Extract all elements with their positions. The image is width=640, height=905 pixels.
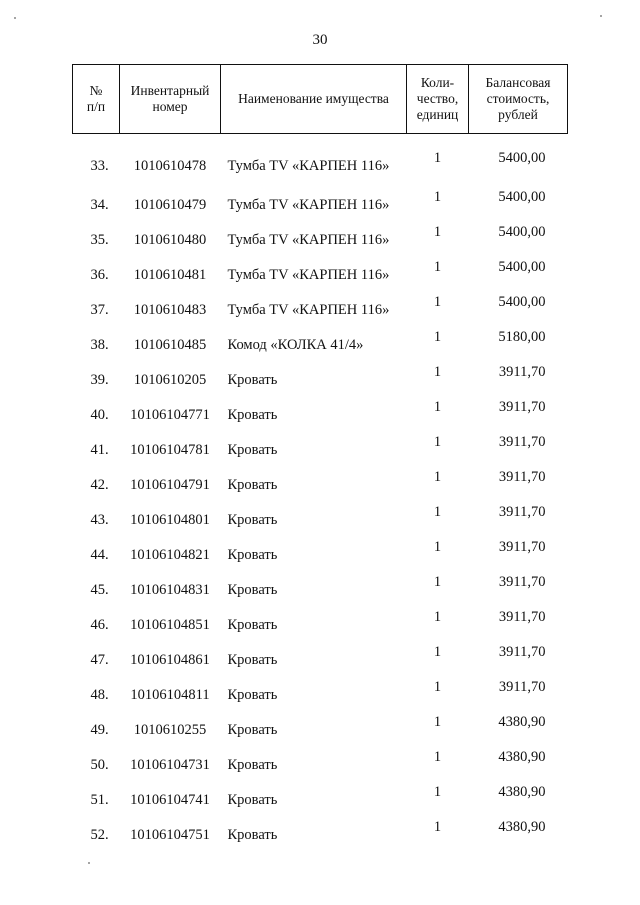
inventory-number: 1010610479 (133, 197, 207, 213)
property-name: Комод «КОЛКА 41/4» (227, 337, 364, 353)
table-body (73, 134, 568, 850)
row-number-cell (73, 779, 120, 814)
row-number-cell (73, 289, 120, 324)
inventory-number-cell (120, 814, 221, 849)
quantity-cell (407, 674, 469, 709)
row-number-cell (73, 604, 120, 639)
property-name-cell (221, 709, 407, 744)
property-name-cell (221, 639, 407, 674)
balance-cost: 5180,00 (498, 329, 546, 345)
inventory-number-cell (120, 604, 221, 639)
inventory-number: 10106104801 (130, 512, 210, 528)
inventory-number: 10106104851 (130, 617, 210, 633)
table-row (73, 814, 568, 849)
balance-cost-cell (469, 324, 568, 359)
balance-cost-cell (469, 639, 568, 674)
inventory-number: 10106104821 (130, 547, 210, 563)
table-row (73, 394, 568, 429)
table-row (73, 289, 568, 324)
balance-cost-cell (469, 464, 568, 499)
header-inventory-number: Инвентарный номер (120, 65, 221, 134)
property-name: Кровать (227, 792, 278, 808)
table-row (73, 359, 568, 394)
balance-cost-cell (469, 499, 568, 534)
quantity-cell (407, 254, 469, 289)
table-row (73, 464, 568, 499)
row-number-cell (73, 134, 120, 185)
row-number-cell (73, 464, 120, 499)
property-name: Кровать (227, 477, 278, 493)
quantity: 1 (433, 749, 442, 765)
row-number: 40. (90, 407, 109, 423)
quantity-cell (407, 569, 469, 604)
balance-cost-cell (469, 779, 568, 814)
quantity-cell (407, 604, 469, 639)
property-name: Тумба TV «КАРПЕН 116» (227, 267, 390, 283)
table-row (73, 744, 568, 779)
scan-speck (14, 17, 16, 19)
inventory-number: 10106104781 (130, 442, 210, 458)
property-name-cell (221, 569, 407, 604)
property-name: Кровать (227, 827, 278, 843)
page-number: 30 (312, 32, 328, 48)
inventory-number: 1010610481 (133, 267, 207, 283)
inventory-number: 1010610480 (133, 232, 207, 248)
quantity-cell (407, 499, 469, 534)
table-row (73, 674, 568, 709)
inventory-number-cell (120, 394, 221, 429)
quantity-cell (407, 359, 469, 394)
balance-cost-cell (469, 534, 568, 569)
table-row (73, 134, 568, 185)
balance-cost-cell (469, 394, 568, 429)
inventory-number-cell (120, 219, 221, 254)
row-number-cell (73, 359, 120, 394)
table-row (73, 569, 568, 604)
quantity-cell (407, 429, 469, 464)
balance-cost: 3911,70 (498, 644, 546, 660)
balance-cost-cell (469, 134, 568, 185)
quantity: 1 (433, 399, 442, 415)
quantity-cell (407, 709, 469, 744)
inventory-number-cell (120, 779, 221, 814)
row-number: 39. (90, 372, 109, 388)
table-row (73, 499, 568, 534)
quantity: 1 (433, 574, 442, 590)
row-number-cell (73, 219, 120, 254)
balance-cost: 5400,00 (498, 149, 546, 166)
property-name-cell (221, 184, 407, 219)
property-name: Тумба TV «КАРПЕН 116» (227, 302, 390, 318)
property-name: Кровать (227, 687, 278, 703)
property-name-cell (221, 324, 407, 359)
balance-cost: 4380,90 (498, 714, 546, 730)
row-number-cell (73, 744, 120, 779)
inventory-number: 1010610255 (133, 722, 207, 738)
balance-cost-cell (469, 569, 568, 604)
row-number: 34. (90, 197, 109, 213)
quantity: 1 (433, 504, 442, 520)
quantity: 1 (433, 259, 442, 275)
property-name: Кровать (227, 722, 278, 738)
row-number-cell (73, 639, 120, 674)
row-number: 37. (90, 302, 109, 318)
header-balance-cost: Балансовая стоимость, рублей (469, 65, 568, 134)
row-number: 36. (90, 267, 109, 283)
inventory-number-cell (120, 744, 221, 779)
inventory-number-cell (120, 324, 221, 359)
row-number-cell (73, 499, 120, 534)
balance-cost-cell (469, 359, 568, 394)
inventory-number-cell (120, 499, 221, 534)
property-name: Кровать (227, 442, 278, 458)
inventory-number-cell (120, 429, 221, 464)
balance-cost-cell (469, 674, 568, 709)
balance-cost-cell (469, 744, 568, 779)
inventory-number-cell (120, 464, 221, 499)
quantity-cell (407, 219, 469, 254)
row-number: 38. (90, 337, 109, 353)
balance-cost-cell (469, 289, 568, 324)
row-number: 33. (90, 157, 109, 174)
table-row (73, 604, 568, 639)
inventory-number-cell (120, 534, 221, 569)
quantity-cell (407, 744, 469, 779)
property-name-cell (221, 534, 407, 569)
balance-cost-cell (469, 219, 568, 254)
table-row (73, 184, 568, 219)
inventory-number-cell (120, 709, 221, 744)
quantity-cell (407, 464, 469, 499)
quantity-cell (407, 324, 469, 359)
row-number-cell (73, 394, 120, 429)
balance-cost-cell (469, 254, 568, 289)
property-name-cell (221, 604, 407, 639)
row-number-cell (73, 254, 120, 289)
balance-cost: 5400,00 (498, 294, 546, 310)
row-number: 43. (90, 512, 109, 528)
property-name-cell (221, 359, 407, 394)
inventory-number: 10106104731 (130, 757, 210, 773)
row-number-cell (73, 324, 120, 359)
quantity: 1 (433, 784, 442, 800)
property-name: Кровать (227, 652, 278, 668)
header-quantity: Коли- чество, единиц (407, 65, 469, 134)
inventory-table (72, 64, 568, 849)
table-row (73, 324, 568, 359)
property-name-cell (221, 814, 407, 849)
quantity: 1 (433, 469, 442, 485)
row-number-cell (73, 814, 120, 849)
balance-cost-cell (469, 429, 568, 464)
row-number-cell (73, 674, 120, 709)
table-row (73, 534, 568, 569)
property-name: Кровать (227, 512, 278, 528)
table-row (73, 219, 568, 254)
property-name-cell (221, 289, 407, 324)
inventory-number: 10106104831 (130, 582, 210, 598)
inventory-number-cell (120, 674, 221, 709)
table-row (73, 254, 568, 289)
property-name: Тумба TV «КАРПЕН 116» (227, 232, 390, 248)
property-name-cell (221, 394, 407, 429)
balance-cost: 3911,70 (498, 574, 546, 590)
property-name: Кровать (227, 547, 278, 563)
property-name-cell (221, 464, 407, 499)
quantity-cell (407, 184, 469, 219)
row-number: 46. (90, 617, 109, 633)
row-number: 50. (90, 757, 109, 773)
balance-cost-cell (469, 604, 568, 639)
quantity: 1 (433, 434, 442, 450)
inventory-number: 1010610205 (133, 372, 207, 388)
property-name: Кровать (227, 617, 278, 633)
inventory-number-cell (120, 359, 221, 394)
balance-cost: 3911,70 (498, 539, 546, 555)
quantity-cell (407, 289, 469, 324)
row-number-cell (73, 429, 120, 464)
row-number: 52. (90, 827, 109, 843)
quantity-cell (407, 779, 469, 814)
quantity: 1 (433, 189, 442, 205)
quantity: 1 (433, 149, 442, 166)
property-name: Тумба TV «КАРПЕН 116» (227, 197, 390, 213)
quantity: 1 (433, 644, 442, 660)
property-name-cell (221, 779, 407, 814)
balance-cost-cell (469, 814, 568, 849)
property-name-cell (221, 674, 407, 709)
row-number-cell (73, 184, 120, 219)
balance-cost: 5400,00 (498, 259, 546, 275)
inventory-number-cell (120, 254, 221, 289)
inventory-number-cell (120, 289, 221, 324)
table-row (73, 779, 568, 814)
row-number: 41. (90, 442, 109, 458)
row-number: 48. (90, 687, 109, 703)
table-row (73, 639, 568, 674)
row-number: 45. (90, 582, 109, 598)
inventory-number: 1010610485 (133, 337, 207, 353)
balance-cost-cell (469, 184, 568, 219)
row-number: 42. (90, 477, 109, 493)
balance-cost: 3911,70 (498, 469, 546, 485)
balance-cost: 3911,70 (498, 364, 546, 380)
row-number: 49. (90, 722, 109, 738)
quantity-cell (407, 134, 469, 185)
inventory-number: 1010610483 (133, 302, 207, 318)
balance-cost: 5400,00 (498, 189, 546, 205)
quantity-cell (407, 814, 469, 849)
quantity: 1 (433, 679, 442, 695)
balance-cost: 3911,70 (498, 679, 546, 695)
balance-cost: 3911,70 (498, 609, 546, 625)
property-name: Кровать (227, 757, 278, 773)
balance-cost: 4380,90 (498, 784, 546, 800)
scan-speck (88, 862, 90, 864)
row-number: 47. (90, 652, 109, 668)
quantity: 1 (433, 364, 442, 380)
header-row (73, 65, 568, 134)
property-name: Кровать (227, 582, 278, 598)
inventory-number: 10106104811 (130, 687, 210, 703)
row-number: 44. (90, 547, 109, 563)
table-row (73, 709, 568, 744)
inventory-number-cell (120, 639, 221, 674)
quantity-cell (407, 639, 469, 674)
row-number-cell (73, 709, 120, 744)
quantity: 1 (433, 539, 442, 555)
balance-cost: 5400,00 (498, 224, 546, 240)
property-name-cell (221, 134, 407, 185)
row-number: 35. (90, 232, 109, 248)
property-name-cell (221, 254, 407, 289)
header-row-number: № п/п (73, 65, 120, 134)
inventory-number: 10106104791 (130, 477, 210, 493)
quantity: 1 (433, 714, 442, 730)
inventory-number: 10106104861 (130, 652, 210, 668)
scan-speck (600, 15, 602, 17)
balance-cost: 4380,90 (498, 819, 546, 835)
header-property-name: Наименование имущества (221, 65, 407, 134)
row-number-cell (73, 534, 120, 569)
property-name: Кровать (227, 372, 278, 388)
property-name: Тумба TV «КАРПЕН 116» (227, 157, 390, 174)
property-name-cell (221, 429, 407, 464)
quantity-cell (407, 534, 469, 569)
balance-cost: 3911,70 (498, 434, 546, 450)
inventory-number-cell (120, 134, 221, 185)
inventory-number: 10106104771 (130, 407, 210, 423)
quantity: 1 (433, 294, 442, 310)
quantity-cell (407, 394, 469, 429)
balance-cost: 3911,70 (498, 399, 546, 415)
row-number-cell (73, 569, 120, 604)
inventory-number-cell (120, 184, 221, 219)
table-row (73, 429, 568, 464)
property-name-cell (221, 744, 407, 779)
property-name-cell (221, 219, 407, 254)
property-name-cell (221, 499, 407, 534)
quantity: 1 (433, 819, 442, 835)
row-number: 51. (90, 792, 109, 808)
balance-cost: 4380,90 (498, 749, 546, 765)
inventory-number: 10106104751 (130, 827, 210, 843)
inventory-number: 10106104741 (130, 792, 210, 808)
quantity: 1 (433, 224, 442, 240)
balance-cost-cell (469, 709, 568, 744)
inventory-number: 1010610478 (133, 157, 207, 174)
balance-cost: 3911,70 (498, 504, 546, 520)
table-header (73, 65, 568, 134)
quantity: 1 (433, 609, 442, 625)
property-name: Кровать (227, 407, 278, 423)
inventory-number-cell (120, 569, 221, 604)
quantity: 1 (433, 329, 442, 345)
